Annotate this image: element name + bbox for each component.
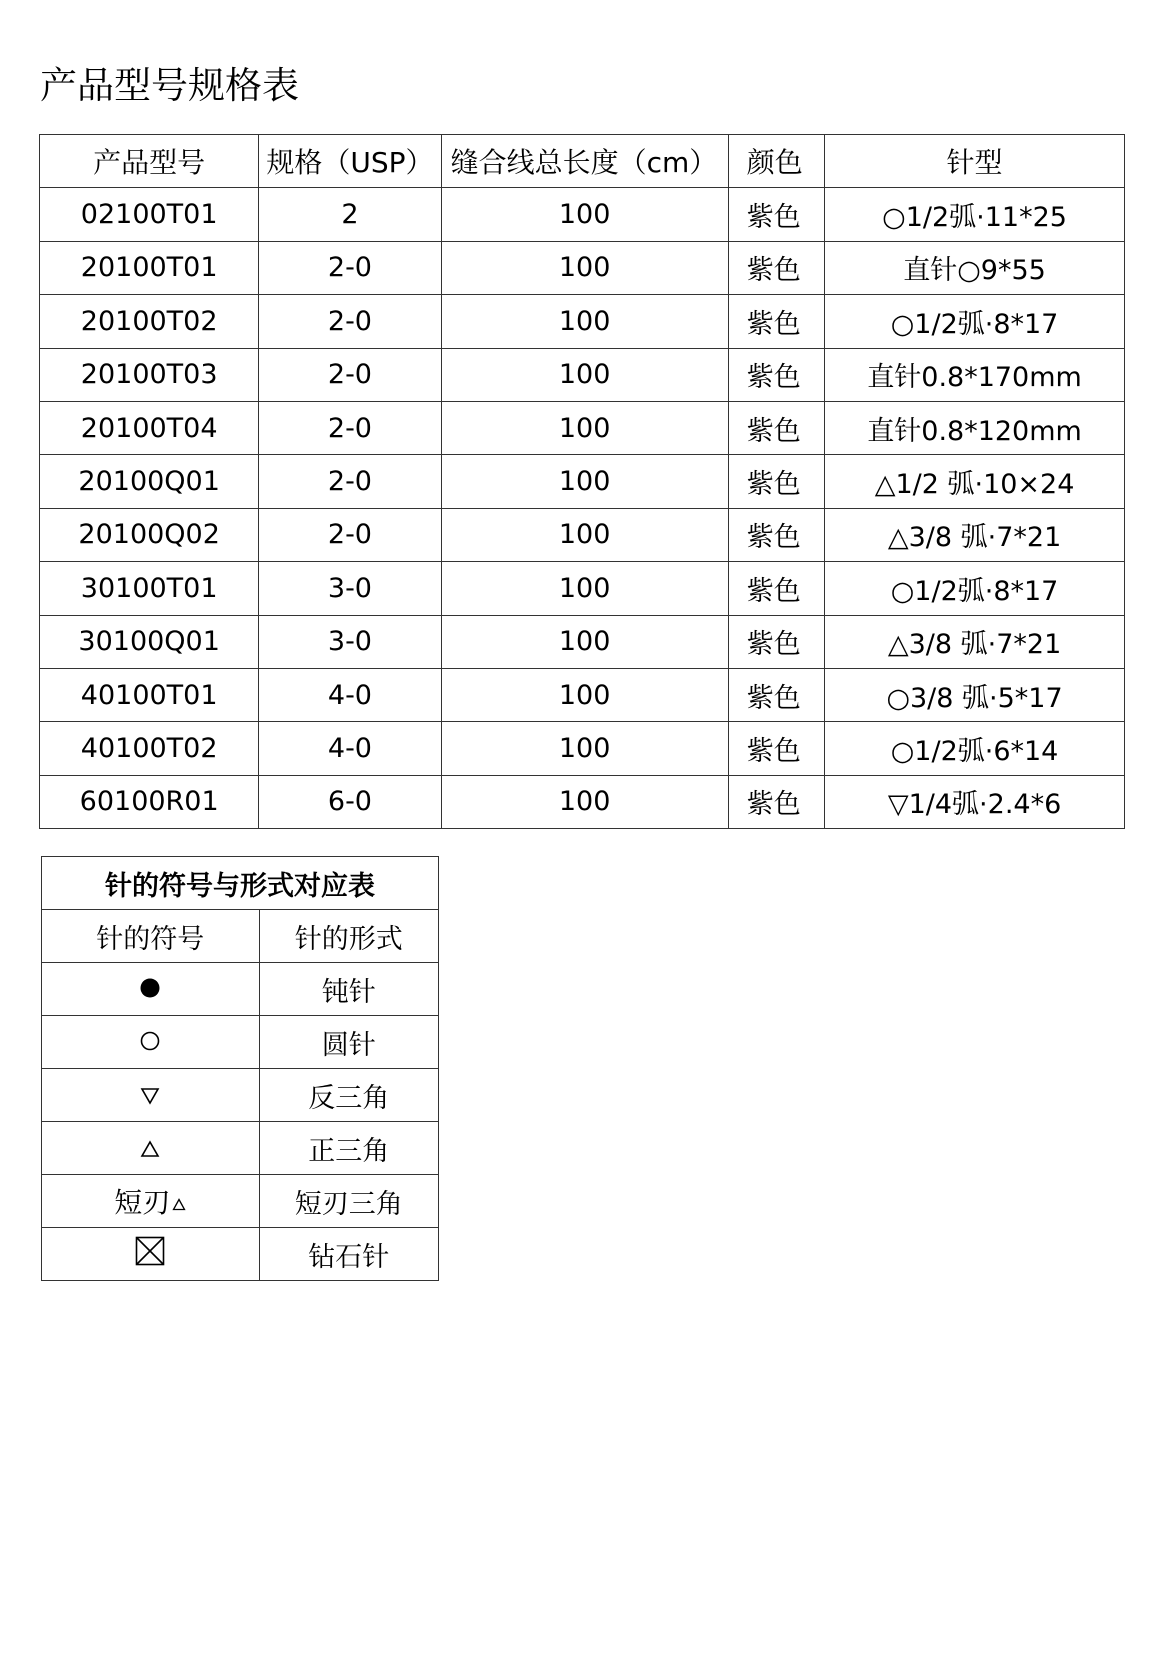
cell-color: 紫色	[728, 295, 824, 348]
cell-spec: 2	[259, 188, 441, 241]
table-row	[40, 455, 1125, 508]
cell-needle-symbol	[42, 1228, 260, 1281]
cell-color: 紫色	[728, 668, 824, 721]
filled-circle-icon	[139, 973, 161, 1006]
cell-needle-type: ○1/2弧·8*17	[825, 562, 1125, 615]
cell-model: 20100T02	[40, 295, 259, 348]
cell-needle-type: ○1/2弧·6*14	[825, 722, 1125, 775]
cell-model: 30100T01	[40, 562, 259, 615]
table-row	[42, 1069, 439, 1122]
table-row	[40, 562, 1125, 615]
cell-color: 紫色	[728, 562, 824, 615]
cell-needle-form: 正三角	[259, 1122, 439, 1175]
needle-table-body	[42, 963, 439, 1281]
cell-color: 紫色	[728, 241, 824, 294]
cell-length: 100	[441, 722, 728, 775]
header-length: 缝合线总长度（cm）	[441, 135, 728, 188]
down-triangle-icon	[140, 1079, 160, 1112]
cell-needle-form: 短刃三角	[259, 1175, 439, 1228]
cell-model: 20100T01	[40, 241, 259, 294]
needle-table-title: 针的符号与形式对应表	[42, 857, 439, 910]
cell-model: 40100T01	[40, 668, 259, 721]
table-row	[42, 1228, 439, 1281]
cell-spec: 4-0	[259, 668, 441, 721]
cell-color: 紫色	[728, 722, 824, 775]
table-row	[42, 1016, 439, 1069]
page-title: 产品型号规格表	[40, 64, 299, 107]
spec-table-header-row	[40, 135, 1125, 188]
needle-table-title-row	[42, 857, 439, 910]
table-row	[40, 508, 1125, 561]
cell-length: 100	[441, 615, 728, 668]
cell-model: 30100Q01	[40, 615, 259, 668]
cell-needle-type: △3/8 弧·7*21	[825, 508, 1125, 561]
cell-model: 02100T01	[40, 188, 259, 241]
cell-spec: 2-0	[259, 401, 441, 454]
cell-spec: 2-0	[259, 241, 441, 294]
cell-model: 20100T03	[40, 348, 259, 401]
cell-spec: 6-0	[259, 775, 441, 828]
cell-needle-form: 圆针	[259, 1016, 439, 1069]
header-form: 针的形式	[259, 910, 439, 963]
header-spec: 规格（USP）	[259, 135, 441, 188]
cell-spec: 3-0	[259, 562, 441, 615]
table-row	[40, 775, 1125, 828]
cell-color: 紫色	[728, 455, 824, 508]
cell-needle-type: 直针0.8*120mm	[825, 401, 1125, 454]
cell-needle-type: ○1/2弧·8*17	[825, 295, 1125, 348]
cell-needle-symbol	[42, 1016, 260, 1069]
cell-needle-type: 直针0.8*170mm	[825, 348, 1125, 401]
table-row	[40, 722, 1125, 775]
cell-length: 100	[441, 241, 728, 294]
boxed-x-icon	[135, 1236, 165, 1273]
needle-symbol-table	[41, 856, 439, 1281]
header-model: 产品型号	[40, 135, 259, 188]
cell-length: 100	[441, 562, 728, 615]
header-symbol: 针的符号	[42, 910, 260, 963]
table-row	[42, 1122, 439, 1175]
table-row	[40, 188, 1125, 241]
cell-needle-type: ○3/8 弧·5*17	[825, 668, 1125, 721]
cell-model: 20100T04	[40, 401, 259, 454]
table-row	[40, 668, 1125, 721]
table-row	[40, 348, 1125, 401]
cell-length: 100	[441, 775, 728, 828]
cell-model: 20100Q01	[40, 455, 259, 508]
cell-needle-type: △3/8 弧·7*21	[825, 615, 1125, 668]
cell-needle-symbol	[42, 963, 260, 1016]
product-spec-table	[39, 134, 1125, 829]
cell-spec: 4-0	[259, 722, 441, 775]
cell-color: 紫色	[728, 508, 824, 561]
cell-needle-symbol	[42, 1175, 260, 1228]
cell-needle-symbol	[42, 1122, 260, 1175]
cell-color: 紫色	[728, 615, 824, 668]
cell-length: 100	[441, 508, 728, 561]
cell-length: 100	[441, 455, 728, 508]
cell-needle-type: ○1/2弧·11*25	[825, 188, 1125, 241]
table-row	[40, 615, 1125, 668]
cell-color: 紫色	[728, 401, 824, 454]
cell-spec: 2-0	[259, 295, 441, 348]
header-needle: 针型	[825, 135, 1125, 188]
spec-table-body	[40, 188, 1125, 829]
table-row	[40, 401, 1125, 454]
cell-length: 100	[441, 668, 728, 721]
symbol-text: 短刃	[114, 1186, 171, 1219]
cell-needle-type: ▽1/4弧·2.4*6	[825, 775, 1125, 828]
cell-length: 100	[441, 188, 728, 241]
cell-color: 紫色	[728, 775, 824, 828]
table-row	[42, 963, 439, 1016]
cell-needle-type: △1/2 弧·10×24	[825, 455, 1125, 508]
cell-model: 20100Q02	[40, 508, 259, 561]
small-up-triangle-icon	[172, 1185, 186, 1218]
needle-table-header-row	[42, 910, 439, 963]
cell-model: 60100R01	[40, 775, 259, 828]
cell-length: 100	[441, 295, 728, 348]
cell-length: 100	[441, 401, 728, 454]
cell-color: 紫色	[728, 348, 824, 401]
table-row	[42, 1175, 439, 1228]
cell-needle-symbol	[42, 1069, 260, 1122]
cell-needle-form: 反三角	[259, 1069, 439, 1122]
header-color: 颜色	[728, 135, 824, 188]
cell-needle-form: 钝针	[259, 963, 439, 1016]
table-row	[40, 295, 1125, 348]
table-row	[40, 241, 1125, 294]
circle-icon	[139, 1026, 161, 1059]
cell-needle-form: 钻石针	[259, 1228, 439, 1281]
cell-spec: 2-0	[259, 348, 441, 401]
cell-needle-type: 直针○9*55	[825, 241, 1125, 294]
cell-length: 100	[441, 348, 728, 401]
cell-spec: 3-0	[259, 615, 441, 668]
cell-spec: 2-0	[259, 455, 441, 508]
cell-spec: 2-0	[259, 508, 441, 561]
cell-color: 紫色	[728, 188, 824, 241]
cell-model: 40100T02	[40, 722, 259, 775]
up-triangle-icon	[140, 1132, 160, 1165]
